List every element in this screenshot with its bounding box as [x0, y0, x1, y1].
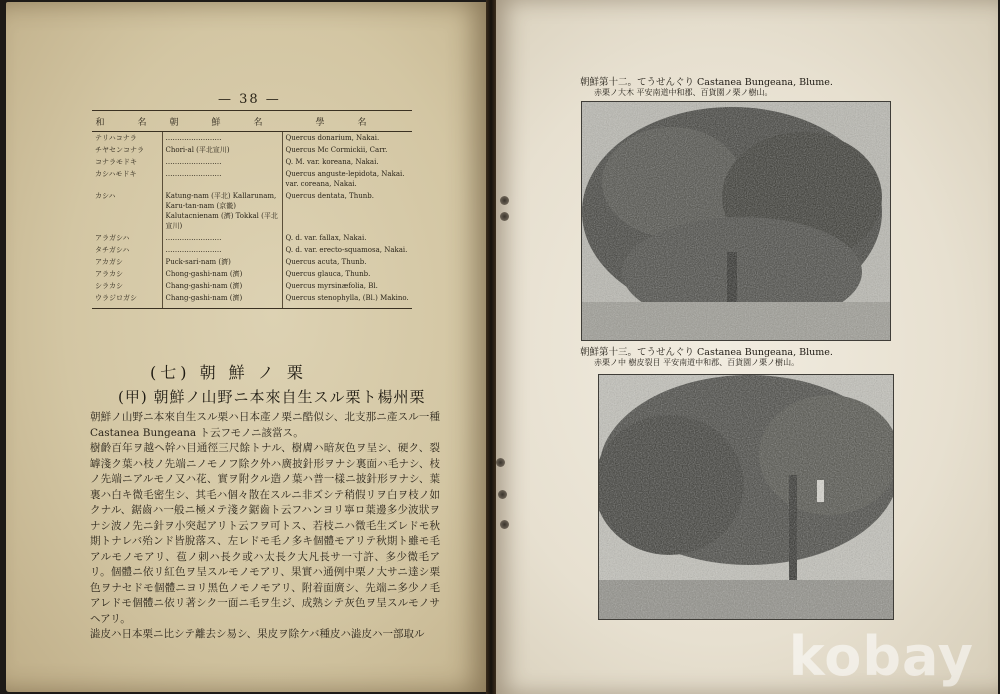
chestnut-tree-photo-1	[581, 101, 891, 341]
scientific-name-cell: Quercus acuta, Thunb.	[282, 256, 412, 268]
korean-name-cell: ……………………	[162, 232, 282, 244]
chestnut-tree-photo-2	[598, 374, 894, 620]
table-row	[92, 168, 412, 190]
korean-name-cell: Chori-al (平北宣川)	[162, 144, 282, 156]
korean-name-cell: ……………………	[162, 168, 282, 190]
japanese-name-cell: タチガシハ	[95, 246, 130, 254]
japanese-name-cell: カシハ	[95, 192, 116, 200]
page-number: — 38 —	[218, 92, 281, 107]
paragraph: 澁皮ハ日本栗ニ比シテ離去シ易シ、果皮ヲ除ケバ種皮ハ澁皮ハ一部取ル	[90, 628, 425, 640]
header-japanese-name: 和 名	[92, 111, 162, 132]
japanese-name-cell: アラガシハ	[95, 234, 130, 242]
header-korean-name: 朝 鮮 名	[162, 111, 282, 132]
table-row	[92, 256, 412, 268]
japanese-name-cell: カシハモドキ	[95, 170, 137, 178]
book-gutter	[486, 0, 496, 694]
table-bottom-rule	[92, 304, 412, 308]
scientific-name-cell: Quercus dentata, Thunb.	[282, 190, 412, 232]
japanese-name-cell: ウラジロガシ	[95, 294, 137, 302]
plate2-caption-sub: 赤栗ノ中 樹皮裂目 平安南道中和郡、百貨園ノ栗ノ樹山。	[594, 358, 800, 367]
korean-name-cell: Puck-sari-nam (濟)	[162, 256, 282, 268]
scientific-name-cell: Quercus myrsinæfolia, Bl.	[282, 280, 412, 292]
table-row	[92, 156, 412, 168]
scientific-name-cell: Q. d. var. fallax, Nakai.	[282, 232, 412, 244]
scientific-name-cell: Quercus Mc Cormickii, Carr.	[282, 144, 412, 156]
korean-name-cell: Chong-gashi-nam (濟)	[162, 268, 282, 280]
binding-hole	[500, 520, 509, 529]
korean-name-cell: Chang-gashi-nam (濟)	[162, 292, 282, 304]
sub-title: (甲) 朝鮮ノ山野ニ本來自生スル栗ト楊州栗	[118, 388, 426, 406]
table-row	[92, 244, 412, 256]
scientific-name-cell: Q. d. var. erecto-squamosa, Nakai.	[282, 244, 412, 256]
body-text	[90, 410, 440, 643]
korean-name-cell: Katung-nam (平北) Kallarunam, Karu-tan-nam (京畿) Kalutacnienam (濟) Tokkal (平北宣川)	[162, 190, 282, 232]
paragraph: 朝鮮ノ山野ニ本來自生スル栗ハ日本產ノ栗ニ酷似シ、北支那ニ產スル一種 Castanea Bungeana ト云フモノニ該當ス。	[90, 411, 440, 439]
korean-name-cell: ……………………	[162, 244, 282, 256]
table-row	[92, 232, 412, 244]
japanese-name-cell: シラカシ	[95, 282, 123, 290]
section-title: (七) 朝 鮮 ノ 栗	[150, 363, 307, 382]
table-row	[92, 144, 412, 156]
plate1-caption-sub: 赤栗ノ大木 平安南道中和郡、百貨園ノ栗ノ樹山。	[594, 88, 773, 97]
scientific-name-cell: Quercus glauca, Thunb.	[282, 268, 412, 280]
table-body	[92, 132, 412, 309]
scientific-name-cell: Quercus anguste-lepidota, Nakai. var. coreana, Nakai.	[282, 168, 412, 190]
watermark-logo: kobay	[788, 625, 974, 688]
japanese-name-cell: コナラモドキ	[95, 158, 137, 166]
table-row	[92, 190, 412, 232]
binding-hole	[500, 212, 509, 221]
korean-name-cell: ……………………	[162, 132, 282, 145]
scientific-name-cell: Quercus stenophylla, (Bl.) Makino.	[282, 292, 412, 304]
korean-name-cell: ……………………	[162, 156, 282, 168]
plate1-caption: 朝鮮第十二。てうせんぐり Castanea Bungeana, Blume.	[580, 77, 833, 88]
binding-hole	[500, 196, 509, 205]
scientific-name-cell: Quercus donarium, Nakai.	[282, 132, 412, 145]
paragraph: 樹齡百年ヲ越ヘ幹ハ目通徑三尺餘トナル、樹膚ハ暗灰色ヲ呈シ、硬ク、裂罅淺ク葉ハ枝ノ先端ニノモノフ除ク外ハ廣披針形ヲナシ裏面ハ毛ナシ、枝ノ先端ニアルモノ又ハ花、實ヲ附クル造ノ葉ハ普一樣ニ披針形ヲナシ、葉裏ハ白キ微毛密生シ、其毛ハ個々散在スルニ非ズシテ稍假リヲ白ヲ枝ノ如クナル、鋸齒ハ一般ニ極メテ淺ク鋸齒ト云フハンヨリ寧ロ葉邊多少波狀ヲナシ波ノ先ニ針ヲ小突起アリト云フヲ可トス、若枝ニハ微毛生ズレドモ秋期トナレバ殆ンド皆脫落ス、左レドモ毛ノ多キ個體モアリテ秋期ト雖モ毛アルモノモアリ、苞ノ刺ハ長ク或ハ太長ク大凡長サ一寸許、多少微毛アリ。個體ニ依リ紅色ヲ呈スルモノモアリ、果實ハ通例中栗ノ大サニ達シ栗色ヲナセドモ個體ニヨリ黑色ノモノモアリ、附着面廣シ、先端ニ多少ノ毛アレドモ個體ニ依リ著シク一面ニ毛ヲ生ジ、成熟シテ灰色ヲ呈スルモノサヘアリ。	[90, 442, 440, 625]
table-row	[92, 292, 412, 304]
japanese-name-cell: チヤセンコナラ	[95, 146, 144, 154]
binding-hole	[496, 458, 505, 467]
scientific-name-cell: Q. M. var. koreana, Nakai.	[282, 156, 412, 168]
korean-name-cell: Chang-gashi-nam (濟)	[162, 280, 282, 292]
table-row	[92, 132, 412, 145]
japanese-name-cell: アカガシ	[95, 258, 123, 266]
table-row	[92, 268, 412, 280]
japanese-name-cell: テリハコナラ	[95, 134, 137, 142]
table-row	[92, 280, 412, 292]
plate2-caption: 朝鮮第十三。てうせんぐり Castanea Bungeana, Blume.	[580, 347, 833, 358]
binding-hole	[498, 490, 507, 499]
header-scientific-name: 學 名	[282, 111, 412, 132]
japanese-name-cell: アラカシ	[95, 270, 123, 278]
species-table	[92, 110, 412, 309]
